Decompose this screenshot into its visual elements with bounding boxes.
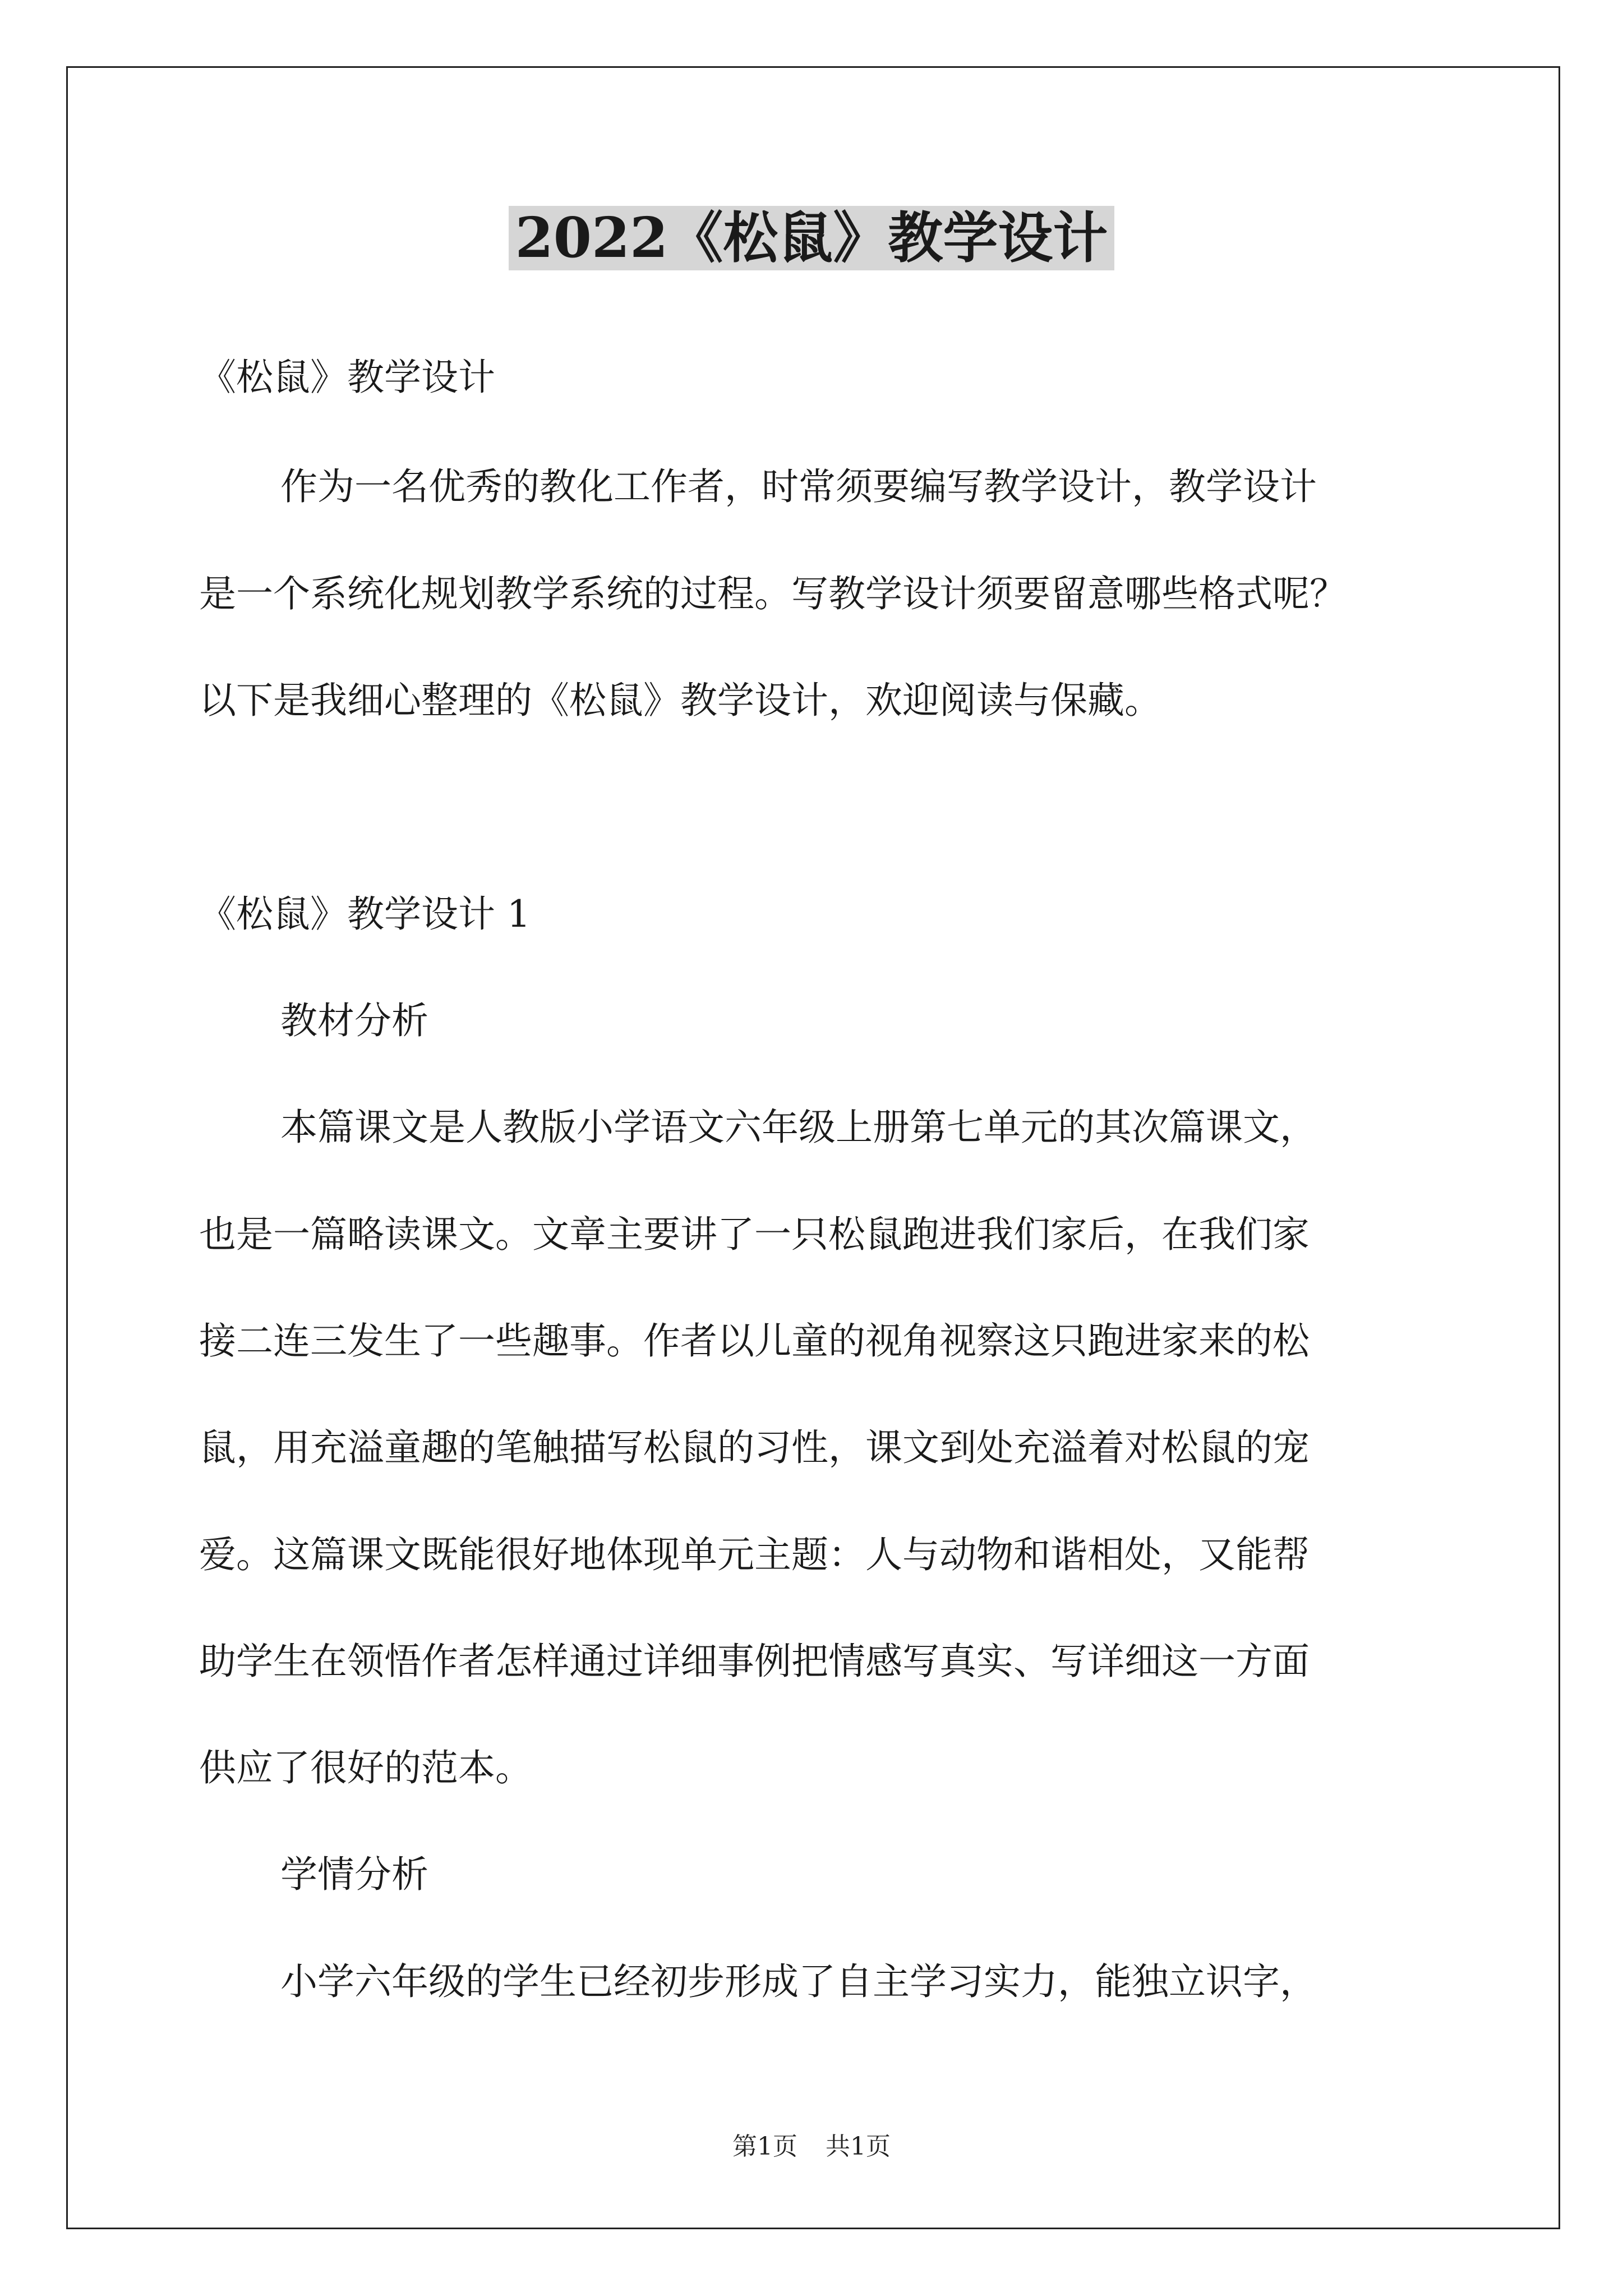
analysis-line: 接二连三发生了一些趣事。作者以儿童的视角视察这只跑进家来的松 [199,1319,1310,1363]
intro-line: 是一个系统化规划教学系统的过程。写教学设计须要留意哪些格式呢？ [199,572,1347,615]
analysis-line: 也是一篇略读课文。文章主要讲了一只松鼠跑进我们家后，在我们家 [199,1213,1310,1256]
document-title-text: 2022《松鼠》教学设计 [509,206,1115,270]
section-heading: 《松鼠》教学设计 1 [199,892,531,936]
analysis-line: 爱。这篇课文既能很好地体现单元主题：人与动物和谐相处，又能帮 [199,1533,1310,1576]
analysis-line: 本篇课文是人教版小学语文六年级上册第七单元的其次篇课文， [280,1106,1317,1149]
document-subtitle: 《松鼠》教学设计 [199,356,495,399]
learning-line: 小学六年级的学生已经初步形成了自主学习实力，能独立识字， [280,1960,1317,2003]
analysis-line: 供应了很好的范本。 [199,1746,532,1789]
page-number: 第1页 [732,2132,797,2161]
learning-heading: 学情分析 [280,1853,428,1896]
analysis-heading: 教材分析 [280,999,428,1042]
intro-line: 以下是我细心整理的《松鼠》教学设计，欢迎阅读与保藏。 [199,679,1161,722]
analysis-line: 鼠，用充溢童趣的笔触描写松鼠的习性，课文到处充溢着对松鼠的宠 [199,1426,1310,1469]
document-title [0,199,1623,278]
page-total: 共1页 [826,2132,891,2161]
page-footer [0,2130,1623,2164]
intro-line: 作为一名优秀的教化工作者，时常须要编写教学设计，教学设计 [280,465,1317,508]
analysis-line: 助学生在领悟作者怎样通过详细事例把情感写真实、写详细这一方面 [199,1640,1310,1683]
